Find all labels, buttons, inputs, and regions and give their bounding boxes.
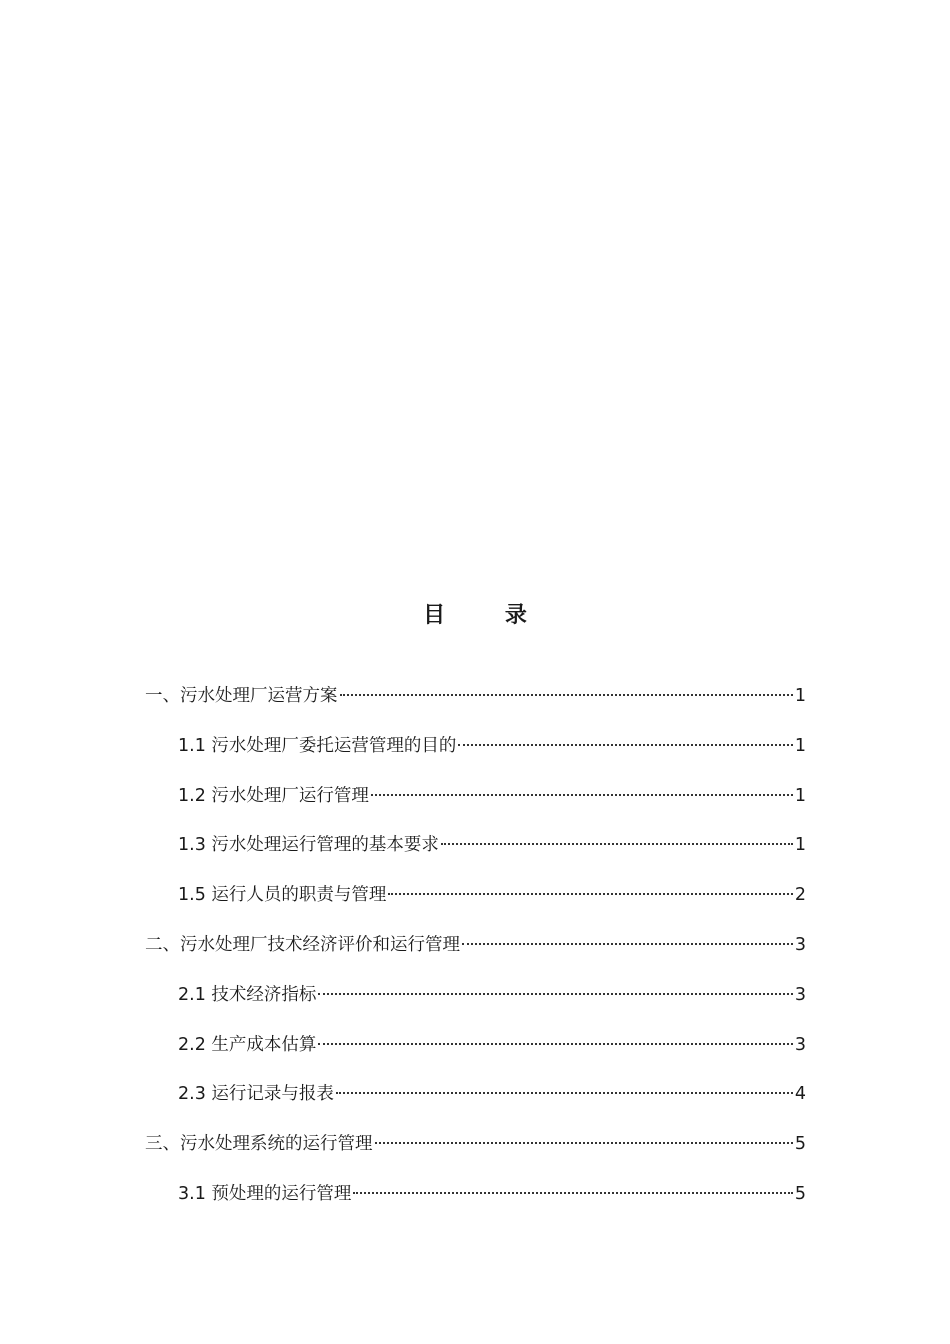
toc-entry-text: 3.1 预处理的运行管理 [178, 1183, 352, 1204]
toc-entry-text: 1.3 污水处理运行管理的基本要求 [178, 835, 439, 856]
toc-leader-dots [340, 693, 793, 696]
toc-entry-page: 5 [794, 1134, 806, 1155]
toc-entry[interactable] [145, 875, 806, 925]
toc-entry-text: 2.2 生产成本估算 [178, 1034, 317, 1055]
toc-entry[interactable] [145, 1074, 806, 1124]
toc-entry-text: 一、污水处理厂运营方案 [145, 686, 338, 706]
toc-entry[interactable] [145, 925, 806, 975]
toc-entry-text: 1.5 运行人员的职责与管理 [178, 885, 387, 906]
toc-leader-dots [336, 1091, 793, 1094]
toc-entry[interactable] [145, 975, 806, 1025]
toc-entry[interactable] [145, 776, 806, 826]
toc-entry[interactable] [145, 1174, 806, 1224]
toc-entry[interactable] [145, 825, 806, 875]
toc-entry[interactable] [145, 726, 806, 776]
toc-entry-page: 1 [794, 835, 806, 856]
toc-entry-page: 3 [794, 934, 806, 955]
toc-entry-page: 1 [794, 686, 806, 706]
toc-entry-page: 2 [794, 885, 806, 906]
toc-entry-text: 2.3 运行记录与报表 [178, 1084, 334, 1105]
toc-entry[interactable] [145, 1025, 806, 1075]
toc-entry-page: 5 [794, 1183, 806, 1204]
toc-leader-dots [318, 992, 792, 995]
toc-entry-text: 1.1 污水处理厂委托运营管理的目的 [178, 735, 457, 756]
toc-leader-dots [388, 892, 792, 895]
toc-entry[interactable] [145, 676, 806, 726]
toc-entry-page: 1 [794, 735, 806, 756]
toc-entry-page: 3 [794, 984, 806, 1005]
toc-entry[interactable] [145, 1124, 806, 1174]
toc-leader-dots [462, 942, 793, 945]
toc-list [145, 676, 806, 1224]
toc-leader-dots [318, 1042, 792, 1045]
toc-leader-dots [353, 1191, 792, 1194]
toc-entry-text: 1.2 污水处理厂运行管理 [178, 785, 369, 806]
toc-entry-text: 二、污水处理厂技术经济评价和运行管理 [145, 934, 460, 955]
toc-entry-text: 2.1 技术经济指标 [178, 984, 317, 1005]
toc-entry-page: 3 [794, 1034, 806, 1055]
toc-title: 目 录 [423, 603, 553, 628]
toc-entry-text: 三、污水处理系统的运行管理 [145, 1134, 373, 1155]
toc-entry-page: 4 [794, 1084, 806, 1105]
toc-leader-dots [458, 743, 792, 746]
toc-leader-dots [375, 1141, 793, 1144]
toc-leader-dots [441, 842, 793, 845]
toc-leader-dots [371, 793, 793, 796]
toc-entry-page: 1 [794, 785, 806, 806]
